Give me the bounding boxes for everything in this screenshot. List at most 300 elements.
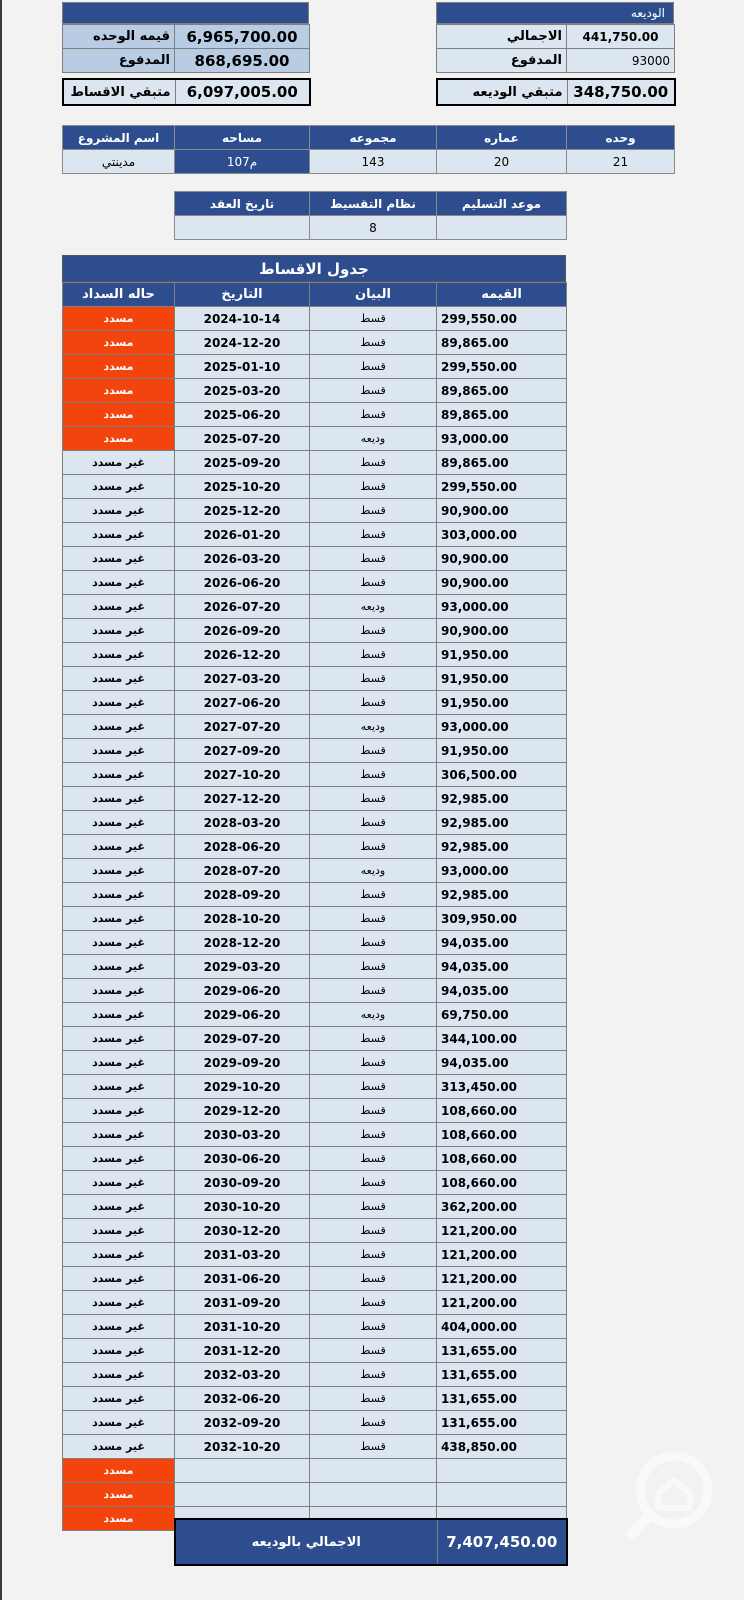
installment-schedule-table (62, 282, 567, 1531)
schedule-row (63, 619, 567, 643)
status-cell: غير مسدد (63, 571, 175, 595)
deposit-summary-table (436, 24, 675, 73)
description-cell (310, 1459, 437, 1483)
description-cell: وديعه (310, 595, 437, 619)
schedule-row (63, 1123, 567, 1147)
date-cell: 2030-03-20 (175, 1123, 310, 1147)
description-cell: قسط (310, 1171, 437, 1195)
total-label: الاجمالي بالوديعه (175, 1519, 437, 1565)
amount-cell: 91,950.00 (437, 667, 567, 691)
delivery-date-value (437, 216, 567, 240)
description-cell: قسط (310, 523, 437, 547)
amount-cell: 362,200.00 (437, 1195, 567, 1219)
date-cell: 2027-07-20 (175, 715, 310, 739)
building-value: 20 (437, 150, 567, 174)
amount-cell: 93,000.00 (437, 427, 567, 451)
house-magnifier-icon (622, 1442, 722, 1542)
status-cell: غير مسدد (63, 1387, 175, 1411)
deposit-remaining-label: متبقي الوديعه (437, 79, 567, 105)
description-cell: وديعه (310, 859, 437, 883)
date-cell: 2027-06-20 (175, 691, 310, 715)
description-cell: قسط (310, 1267, 437, 1291)
date-cell: 2026-12-20 (175, 643, 310, 667)
date-cell: 2025-12-20 (175, 499, 310, 523)
schedule-row (63, 811, 567, 835)
schedule-row (63, 451, 567, 475)
amount-cell: 121,200.00 (437, 1243, 567, 1267)
schedule-row (63, 355, 567, 379)
project-name-value: مدينتي (63, 150, 175, 174)
date-cell (175, 1459, 310, 1483)
description-cell: قسط (310, 547, 437, 571)
amount-cell: 90,900.00 (437, 571, 567, 595)
status-cell: غير مسدد (63, 1147, 175, 1171)
description-cell: قسط (310, 1075, 437, 1099)
description-cell: قسط (310, 1099, 437, 1123)
schedule-row (63, 1219, 567, 1243)
date-cell: 2030-10-20 (175, 1195, 310, 1219)
status-cell: غير مسدد (63, 1339, 175, 1363)
schedule-row (63, 643, 567, 667)
date-cell: 2028-07-20 (175, 859, 310, 883)
deposit-title: الوديعه (630, 6, 665, 20)
description-cell: قسط (310, 355, 437, 379)
page-border-line (0, 0, 2, 1600)
header-status: حاله السداد (63, 283, 175, 307)
description-cell: قسط (310, 307, 437, 331)
description-cell: قسط (310, 787, 437, 811)
deposit-remaining-value: 348,750.00 (567, 79, 675, 105)
amount-cell: 108,660.00 (437, 1147, 567, 1171)
amount-cell: 108,660.00 (437, 1099, 567, 1123)
amount-cell: 94,035.00 (437, 979, 567, 1003)
schedule-row (63, 1171, 567, 1195)
amount-cell: 309,950.00 (437, 907, 567, 931)
schedule-row (63, 931, 567, 955)
description-cell: قسط (310, 739, 437, 763)
installment-system-value: 8 (310, 216, 437, 240)
date-cell: 2028-10-20 (175, 907, 310, 931)
date-cell: 2029-12-20 (175, 1099, 310, 1123)
date-cell: 2031-12-20 (175, 1339, 310, 1363)
schedule-row (63, 1363, 567, 1387)
unit-remaining-value: 6,097,005.00 (175, 79, 310, 105)
description-cell: قسط (310, 883, 437, 907)
amount-cell: 131,655.00 (437, 1387, 567, 1411)
header-group: مجموعه (310, 126, 437, 150)
header-building: عماره (437, 126, 567, 150)
date-cell: 2030-12-20 (175, 1219, 310, 1243)
schedule-row (63, 571, 567, 595)
schedule-row (63, 1195, 567, 1219)
amount-cell: 92,985.00 (437, 883, 567, 907)
amount-cell: 93,000.00 (437, 715, 567, 739)
amount-cell: 89,865.00 (437, 379, 567, 403)
unit-value-label: قيمه الوحده (63, 25, 175, 49)
date-cell: 2029-06-20 (175, 1003, 310, 1027)
date-cell: 2032-10-20 (175, 1435, 310, 1459)
status-cell: غير مسدد (63, 451, 175, 475)
status-cell: غير مسدد (63, 1003, 175, 1027)
description-cell: قسط (310, 451, 437, 475)
description-cell: قسط (310, 499, 437, 523)
deposit-paid-value: 93000 (567, 49, 675, 73)
status-cell: غير مسدد (63, 523, 175, 547)
status-cell: غير مسدد (63, 883, 175, 907)
date-cell: 2025-07-20 (175, 427, 310, 451)
unit-number-value: 21 (567, 150, 675, 174)
amount-cell: 299,550.00 (437, 307, 567, 331)
amount-cell: 404,000.00 (437, 1315, 567, 1339)
schedule-row (63, 1051, 567, 1075)
status-cell: مسدد (63, 379, 175, 403)
header-installment-system: نظام التقسيط (310, 192, 437, 216)
date-cell: 2025-10-20 (175, 475, 310, 499)
date-cell: 2032-09-20 (175, 1411, 310, 1435)
schedule-row (63, 715, 567, 739)
description-cell: قسط (310, 1339, 437, 1363)
unit-paid-value: 868,695.00 (175, 49, 310, 73)
amount-cell: 93,000.00 (437, 859, 567, 883)
description-cell: قسط (310, 1363, 437, 1387)
date-cell: 2024-12-20 (175, 331, 310, 355)
amount-cell (437, 1459, 567, 1483)
schedule-row (63, 523, 567, 547)
schedule-row (63, 1027, 567, 1051)
amount-cell: 121,200.00 (437, 1219, 567, 1243)
schedule-row (63, 739, 567, 763)
header-unit: وحده (567, 126, 675, 150)
schedule-row (63, 1147, 567, 1171)
description-cell (310, 1483, 437, 1507)
status-cell: غير مسدد (63, 1075, 175, 1099)
unit-remaining-label: متبقي الاقساط (63, 79, 175, 105)
date-cell: 2029-03-20 (175, 955, 310, 979)
date-cell: 2025-09-20 (175, 451, 310, 475)
date-cell: 2032-03-20 (175, 1363, 310, 1387)
schedule-row (63, 691, 567, 715)
status-cell: غير مسدد (63, 1363, 175, 1387)
date-cell: 2027-03-20 (175, 667, 310, 691)
date-cell: 2024-10-14 (175, 307, 310, 331)
date-cell: 2026-03-20 (175, 547, 310, 571)
date-cell: 2031-10-20 (175, 1315, 310, 1339)
description-cell: قسط (310, 331, 437, 355)
schedule-row (63, 979, 567, 1003)
amount-cell: 303,000.00 (437, 523, 567, 547)
status-cell: غير مسدد (63, 1243, 175, 1267)
status-cell: مسدد (63, 307, 175, 331)
description-cell: وديعه (310, 1003, 437, 1027)
amount-cell: 90,900.00 (437, 499, 567, 523)
schedule-title: جدول الاقساط (259, 260, 369, 278)
date-cell: 2031-03-20 (175, 1243, 310, 1267)
amount-cell: 108,660.00 (437, 1123, 567, 1147)
schedule-row (63, 331, 567, 355)
date-cell: 2028-12-20 (175, 931, 310, 955)
description-cell: قسط (310, 403, 437, 427)
status-cell: غير مسدد (63, 1267, 175, 1291)
description-cell: قسط (310, 1027, 437, 1051)
schedule-title-bar (62, 255, 566, 282)
date-cell: 2026-09-20 (175, 619, 310, 643)
date-cell: 2029-10-20 (175, 1075, 310, 1099)
date-cell: 2031-09-20 (175, 1291, 310, 1315)
status-cell: مسدد (63, 1459, 175, 1483)
schedule-row (63, 1291, 567, 1315)
status-cell: مسدد (63, 1507, 175, 1531)
status-cell: غير مسدد (63, 907, 175, 931)
description-cell: قسط (310, 1435, 437, 1459)
date-cell: 2026-01-20 (175, 523, 310, 547)
schedule-row (63, 403, 567, 427)
amount-cell: 93,000.00 (437, 595, 567, 619)
description-cell: وديعه (310, 427, 437, 451)
status-cell: غير مسدد (63, 979, 175, 1003)
schedule-row (63, 1387, 567, 1411)
description-cell: قسط (310, 667, 437, 691)
status-cell: غير مسدد (63, 1291, 175, 1315)
status-cell: غير مسدد (63, 1195, 175, 1219)
amount-cell: 438,850.00 (437, 1435, 567, 1459)
amount-cell: 90,900.00 (437, 619, 567, 643)
amount-cell: 91,950.00 (437, 691, 567, 715)
status-cell: غير مسدد (63, 643, 175, 667)
description-cell: قسط (310, 1051, 437, 1075)
deposit-paid-label: المدفوع (437, 49, 567, 73)
status-cell: غير مسدد (63, 1411, 175, 1435)
status-cell: غير مسدد (63, 667, 175, 691)
schedule-row (63, 1339, 567, 1363)
schedule-row (63, 1075, 567, 1099)
deposit-summary-header (436, 2, 674, 24)
status-cell: مسدد (63, 403, 175, 427)
unit-paid-label: المدفوع (63, 49, 175, 73)
date-cell: 2026-06-20 (175, 571, 310, 595)
date-cell: 2029-07-20 (175, 1027, 310, 1051)
amount-cell: 90,900.00 (437, 547, 567, 571)
amount-cell: 131,655.00 (437, 1363, 567, 1387)
description-cell: قسط (310, 1147, 437, 1171)
schedule-row (63, 1411, 567, 1435)
amount-cell: 313,450.00 (437, 1075, 567, 1099)
contract-info-table (174, 191, 567, 240)
date-cell: 2027-12-20 (175, 787, 310, 811)
schedule-row (63, 1243, 567, 1267)
amount-cell: 306,500.00 (437, 763, 567, 787)
contract-date-value (175, 216, 310, 240)
schedule-row (63, 1483, 567, 1507)
status-cell: غير مسدد (63, 1435, 175, 1459)
unit-summary-table (62, 24, 310, 73)
amount-cell: 89,865.00 (437, 451, 567, 475)
schedule-row (63, 1315, 567, 1339)
date-cell: 2032-06-20 (175, 1387, 310, 1411)
total-value: 7,407,450.00 (437, 1519, 567, 1565)
description-cell: قسط (310, 1123, 437, 1147)
amount-cell: 91,950.00 (437, 643, 567, 667)
unit-info-table (62, 125, 675, 174)
schedule-row (63, 883, 567, 907)
schedule-row (63, 763, 567, 787)
amount-cell: 299,550.00 (437, 355, 567, 379)
date-cell: 2031-06-20 (175, 1267, 310, 1291)
group-value: 143 (310, 150, 437, 174)
schedule-row (63, 1459, 567, 1483)
area-value: 107م (175, 150, 310, 174)
amount-cell: 94,035.00 (437, 955, 567, 979)
schedule-row (63, 1267, 567, 1291)
schedule-row (63, 595, 567, 619)
header-delivery-date: موعد التسليم (437, 192, 567, 216)
deposit-total-value: 441,750.00 (567, 25, 675, 49)
header-project-name: اسم المشروع (63, 126, 175, 150)
amount-cell: 89,865.00 (437, 403, 567, 427)
unit-value: 6,965,700.00 (175, 25, 310, 49)
description-cell: قسط (310, 1411, 437, 1435)
date-cell: 2028-03-20 (175, 811, 310, 835)
status-cell: غير مسدد (63, 835, 175, 859)
status-cell: غير مسدد (63, 547, 175, 571)
amount-cell: 69,750.00 (437, 1003, 567, 1027)
amount-cell: 94,035.00 (437, 1051, 567, 1075)
deposit-total-label: الاجمالي (437, 25, 567, 49)
description-cell: قسط (310, 1315, 437, 1339)
schedule-row (63, 475, 567, 499)
header-description: البيان (310, 283, 437, 307)
amount-cell: 89,865.00 (437, 331, 567, 355)
amount-cell: 131,655.00 (437, 1411, 567, 1435)
schedule-row (63, 1003, 567, 1027)
date-cell: 2028-09-20 (175, 883, 310, 907)
description-cell: قسط (310, 1219, 437, 1243)
schedule-row (63, 667, 567, 691)
status-cell: مسدد (63, 355, 175, 379)
status-cell: غير مسدد (63, 1219, 175, 1243)
description-cell: قسط (310, 475, 437, 499)
description-cell: قسط (310, 619, 437, 643)
schedule-row (63, 499, 567, 523)
status-cell: غير مسدد (63, 1171, 175, 1195)
description-cell: قسط (310, 955, 437, 979)
amount-cell: 108,660.00 (437, 1171, 567, 1195)
date-cell: 2029-06-20 (175, 979, 310, 1003)
status-cell: مسدد (63, 331, 175, 355)
description-cell: قسط (310, 907, 437, 931)
description-cell: قسط (310, 571, 437, 595)
status-cell: غير مسدد (63, 787, 175, 811)
description-cell: وديعه (310, 715, 437, 739)
amount-cell: 121,200.00 (437, 1291, 567, 1315)
status-cell: غير مسدد (63, 595, 175, 619)
unit-summary-header (62, 2, 309, 24)
description-cell: قسط (310, 763, 437, 787)
schedule-total-table (174, 1518, 568, 1566)
status-cell: غير مسدد (63, 1099, 175, 1123)
description-cell: قسط (310, 931, 437, 955)
schedule-row (63, 547, 567, 571)
status-cell: غير مسدد (63, 955, 175, 979)
status-cell: غير مسدد (63, 499, 175, 523)
amount-cell: 121,200.00 (437, 1267, 567, 1291)
header-date: التاريخ (175, 283, 310, 307)
description-cell: قسط (310, 1291, 437, 1315)
description-cell: قسط (310, 1195, 437, 1219)
date-cell: 2027-10-20 (175, 763, 310, 787)
amount-cell (437, 1483, 567, 1507)
header-contract-date: تاريخ العقد (175, 192, 310, 216)
amount-cell: 299,550.00 (437, 475, 567, 499)
amount-cell: 92,985.00 (437, 787, 567, 811)
schedule-row (63, 907, 567, 931)
status-cell: غير مسدد (63, 1123, 175, 1147)
date-cell: 2028-06-20 (175, 835, 310, 859)
status-cell: غير مسدد (63, 1051, 175, 1075)
date-cell: 2030-09-20 (175, 1171, 310, 1195)
description-cell: قسط (310, 1387, 437, 1411)
date-cell: 2026-07-20 (175, 595, 310, 619)
schedule-row (63, 427, 567, 451)
date-cell: 2030-06-20 (175, 1147, 310, 1171)
status-cell: مسدد (63, 427, 175, 451)
status-cell: غير مسدد (63, 931, 175, 955)
schedule-row (63, 307, 567, 331)
description-cell: قسط (310, 643, 437, 667)
description-cell: قسط (310, 835, 437, 859)
amount-cell: 344,100.00 (437, 1027, 567, 1051)
schedule-body (63, 307, 567, 1531)
schedule-row (63, 1435, 567, 1459)
schedule-row (63, 787, 567, 811)
amount-cell: 94,035.00 (437, 931, 567, 955)
date-cell: 2025-03-20 (175, 379, 310, 403)
schedule-row (63, 955, 567, 979)
status-cell: غير مسدد (63, 475, 175, 499)
status-cell: غير مسدد (63, 859, 175, 883)
header-amount: القيمه (437, 283, 567, 307)
date-cell: 2025-01-10 (175, 355, 310, 379)
status-cell: مسدد (63, 1483, 175, 1507)
date-cell: 2027-09-20 (175, 739, 310, 763)
date-cell: 2025-06-20 (175, 403, 310, 427)
amount-cell: 92,985.00 (437, 811, 567, 835)
status-cell: غير مسدد (63, 715, 175, 739)
status-cell: غير مسدد (63, 1315, 175, 1339)
description-cell: قسط (310, 379, 437, 403)
unit-remaining-table (62, 78, 311, 106)
deposit-remaining-table (436, 78, 676, 106)
amount-cell: 92,985.00 (437, 835, 567, 859)
description-cell: قسط (310, 979, 437, 1003)
date-cell (175, 1483, 310, 1507)
status-cell: غير مسدد (63, 691, 175, 715)
amount-cell: 131,655.00 (437, 1339, 567, 1363)
amount-cell: 91,950.00 (437, 739, 567, 763)
schedule-row (63, 1099, 567, 1123)
description-cell: قسط (310, 1243, 437, 1267)
description-cell: قسط (310, 811, 437, 835)
status-cell: غير مسدد (63, 739, 175, 763)
status-cell: غير مسدد (63, 811, 175, 835)
schedule-row (63, 379, 567, 403)
date-cell: 2029-09-20 (175, 1051, 310, 1075)
schedule-row (63, 859, 567, 883)
description-cell: قسط (310, 691, 437, 715)
status-cell: غير مسدد (63, 763, 175, 787)
status-cell: غير مسدد (63, 1027, 175, 1051)
status-cell: غير مسدد (63, 619, 175, 643)
header-area: مساحه (175, 126, 310, 150)
